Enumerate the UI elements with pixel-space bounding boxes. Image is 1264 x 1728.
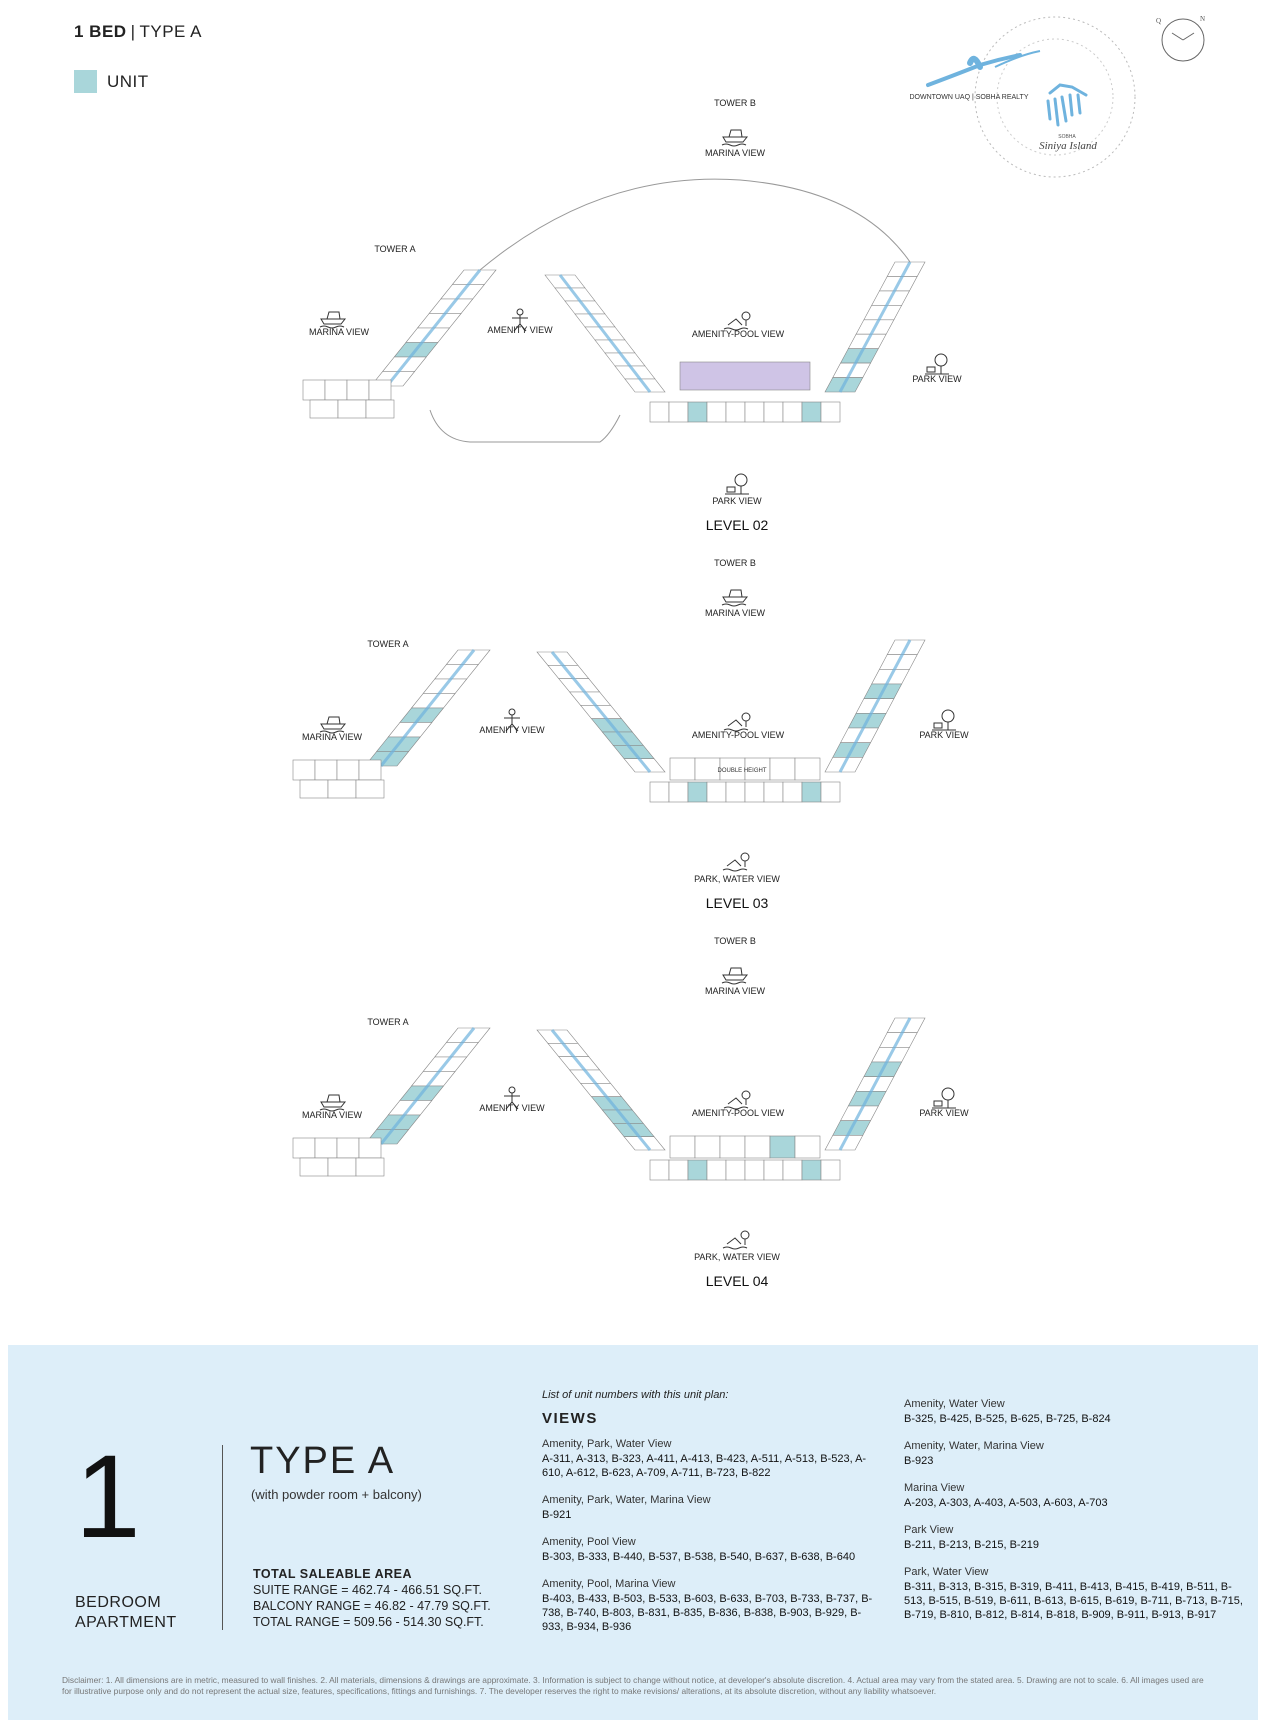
type-title: TYPE A [250,1440,396,1482]
unit-cell [783,402,802,422]
corridor [381,1028,474,1144]
view-group-title: Amenity, Park, Water View [542,1438,672,1450]
unit-cell [795,1136,820,1158]
amenity-pool-view-label: AMENITY-POOL VIEW [691,1108,785,1118]
amenity-view-label: AMENITY VIEW [479,725,545,735]
unit-cell [720,1136,745,1158]
pool-icon [723,853,749,871]
unit-type: TYPE A [139,22,203,41]
legend-label: UNIT [107,71,149,91]
view-group [542,1438,882,1480]
double-height-label: DOUBLE HEIGHT [717,768,767,774]
podium-arc [480,179,910,270]
saleable-area [253,1566,491,1630]
unit-cell [707,402,726,422]
unit-cell [328,1158,356,1176]
view-group-title: Amenity, Pool, Marina View [542,1578,676,1590]
unit-cell [300,1158,328,1176]
corridor [840,1018,910,1150]
unit-cell [337,1138,359,1158]
unit-cell [328,780,356,798]
unit-cell [764,1160,783,1180]
view-group-title: Marina View [904,1482,965,1494]
unit-cell [745,1160,764,1180]
unit-cell [356,780,384,798]
view-group [542,1536,882,1564]
unit-cell [795,758,820,780]
level-plan [293,936,969,1289]
boat-icon [320,717,345,733]
unit-cell [802,402,821,422]
unit-cell [695,758,720,780]
tower-b-label: TOWER B [714,98,756,108]
compass-q: Q [1156,17,1162,25]
corridor [840,640,910,772]
view-group-units: B-403, B-433, B-503, B-533, B-603, B-633, B-703, B-733, B-737, B-738, B-740, B-803, B-831, B-835, B-836, B-838, B-903, B-929, B-933, B-934, B-936 [542,1593,873,1633]
boat-icon [320,312,345,328]
unit-cell [293,1138,315,1158]
view-group-units: A-311, A-313, B-323, A-411, A-413, B-423, A-511, A-513, B-523, A-610, A-612, B-623, A-709, A-711, B-723, B-822 [542,1453,867,1479]
unit-cell [821,402,840,422]
pool-deck [680,362,810,390]
view-group-units: B-311, B-313, B-315, B-319, B-411, B-413, B-415, B-419, B-511, B-513, B-515, B-519, B-611, B-613, B-615, B-619, B-711, B-713, B-715, B-719, B-810, B-812, B-814, B-818, B-909, B-911, B-913, B-917 [904,1581,1243,1621]
unit-cell [707,1160,726,1180]
unit-cell [726,782,745,802]
view-group [904,1566,1244,1622]
views-column-1 [542,1438,882,1648]
level-plan [303,98,962,533]
bedroom-label [75,1593,177,1633]
amenity-view-label: AMENITY VIEW [487,325,553,335]
views-title: VIEWS [542,1410,598,1427]
unit-cell [347,380,369,400]
disclaimer: Disclaimer: 1. All dimensions are in metric, measured to wall finishes. 2. All materials, dimensions & drawings are approximate. 3. Information is subject to change without notice, at developer's absolute discretion. 4. Actual area may vary from the stated area. 5. Drawing are not to scale. 6. All images used are for illustrative purpose only and do not represent the actual size, features, specifications, fittings and furnishings. 7. The developer reserves the right to make revisions/ alterations, at its absolute discretion, without any liability whatsoever. [62,1675,1204,1696]
title-separator: | [130,22,136,41]
unit-cell [764,782,783,802]
tree-icon [925,354,949,374]
boat-icon [722,968,747,984]
bottom-view-label: PARK VIEW [712,496,762,506]
unit-cell [802,782,821,802]
unit-cell [707,782,726,802]
top-view-label: MARINA VIEW [704,986,766,996]
unit-cell [300,780,328,798]
unit-cell [337,760,359,780]
corridor [840,262,910,392]
balcony-range: BALCONY RANGE = 46.82 - 47.79 SQ.FT. [253,1599,491,1613]
top-view-label: MARINA VIEW [704,148,766,158]
pool-icon [724,1091,750,1109]
view-group [904,1482,1244,1510]
tower-a-label: TOWER A [374,244,416,254]
level-name: LEVEL 03 [705,895,769,911]
bottom-view-label: PARK, WATER VIEW [694,874,780,884]
top-view-label: MARINA VIEW [704,608,766,618]
list-note: List of unit numbers with this unit plan: [542,1389,729,1401]
unit-cell [338,400,366,418]
unit-cell [359,1138,381,1158]
right-view-label: PARK VIEW [912,374,962,384]
tree-icon [725,474,749,494]
brand-script: Siniya Island [1039,140,1097,152]
amenity-pool-view-label: AMENITY-POOL VIEW [691,329,785,339]
views-column-2 [904,1398,1244,1636]
tower-b-label: TOWER B [714,558,756,568]
view-group-title: Park View [904,1524,954,1536]
type-subtitle: (with powder room + balcony) [251,1487,422,1502]
left-view-label: MARINA VIEW [301,1110,363,1120]
unit-cell [670,1136,695,1158]
suite-range: SUITE RANGE = 462.74 - 466.51 SQ.FT. [253,1583,482,1597]
view-group-units: B-303, B-333, B-440, B-537, B-538, B-540, B-637, B-638, B-640 [542,1551,856,1563]
unit-cell [688,402,707,422]
corridor [560,275,650,392]
tree-icon [932,710,956,730]
unit-cell [670,758,695,780]
unit-cell [764,402,783,422]
divider [222,1445,223,1630]
unit-cell [688,782,707,802]
compass-n: N [1200,15,1206,23]
level-name: LEVEL 04 [705,1273,769,1289]
unit-cell [315,760,337,780]
unit-cell [325,380,347,400]
unit-cell [369,380,391,400]
unit-cell [745,1136,770,1158]
left-view-label: MARINA VIEW [308,327,370,337]
unit-cell [669,1160,688,1180]
unit-cell [650,402,669,422]
unit-cell [726,402,745,422]
unit-cell [310,400,338,418]
unit-cell [356,1158,384,1176]
unit-cell [669,402,688,422]
tower-b-label: TOWER B [714,936,756,946]
view-group-units: B-923 [904,1455,934,1467]
corridor [552,1030,650,1150]
left-view-label: MARINA VIEW [301,732,363,742]
view-group [542,1578,882,1634]
unit-cell [745,782,764,802]
view-group [904,1440,1244,1468]
corridor [381,650,474,766]
unit-cell [303,380,325,400]
area-title: TOTAL SALEABLE AREA [253,1567,413,1581]
unit-cell [695,1136,720,1158]
bedroom-number: 1 [75,1431,141,1563]
view-group-units: B-211, B-213, B-215, B-219 [904,1539,1039,1551]
amenity-pool-view-label: AMENITY-POOL VIEW [691,730,785,740]
tower-a-label: TOWER A [367,639,409,649]
bed-count: 1 BED [74,22,127,41]
unit-cell [745,402,764,422]
level-name: LEVEL 02 [705,517,769,533]
level-plan [293,558,969,911]
unit-cell [802,1160,821,1180]
view-group-title: Amenity, Pool View [542,1536,636,1548]
unit-cell [688,1160,707,1180]
unit-cell [821,1160,840,1180]
unit-cell [821,782,840,802]
unit-cell [359,760,381,780]
view-group-title: Amenity, Park, Water, Marina View [542,1494,711,1506]
unit-cell [650,782,669,802]
bedroom-line2: APARTMENT [75,1614,177,1631]
boat-icon [722,130,747,146]
view-group-title: Amenity, Water, Marina View [904,1440,1044,1452]
unit-cell [669,782,688,802]
unit-cell [783,1160,802,1180]
view-group-title: Park, Water View [904,1566,989,1578]
tower-a-label: TOWER A [367,1017,409,1027]
unit-cell [726,1160,745,1180]
boat-icon [722,590,747,606]
corridor [387,270,480,386]
view-group [904,1524,1244,1552]
bedroom-line1: BEDROOM [75,1594,162,1611]
right-view-label: PARK VIEW [919,730,969,740]
podium-outline [430,410,620,442]
total-range: TOTAL RANGE = 509.56 - 514.30 SQ.FT. [253,1615,484,1629]
view-group-units: B-325, B-425, B-525, B-625, B-725, B-824 [904,1413,1111,1425]
view-group-units: A-203, A-303, A-403, A-503, A-603, A-703 [904,1497,1108,1509]
unit-cell [293,760,315,780]
tree-icon [932,1088,956,1108]
unit-cell [366,400,394,418]
unit-cell [770,1136,795,1158]
right-view-label: PARK VIEW [919,1108,969,1118]
view-group-title: Amenity, Water View [904,1398,1005,1410]
map-caption: DOWNTOWN UAQ | SOBHA REALTY [909,94,1029,101]
view-group [904,1398,1244,1426]
corridor [552,652,650,772]
amenity-view-label: AMENITY VIEW [479,1103,545,1113]
pool-icon [723,1231,749,1249]
boat-icon [320,1095,345,1111]
pool-icon [724,713,750,731]
pool-icon [724,312,750,330]
view-group [542,1494,882,1522]
bottom-view-label: PARK, WATER VIEW [694,1252,780,1262]
unit-cell [650,1160,669,1180]
unit-cell [783,782,802,802]
unit-cell [770,758,795,780]
unit-cell [315,1138,337,1158]
brand-top: SOBHA [1058,134,1076,140]
view-group-units: B-921 [542,1509,572,1521]
